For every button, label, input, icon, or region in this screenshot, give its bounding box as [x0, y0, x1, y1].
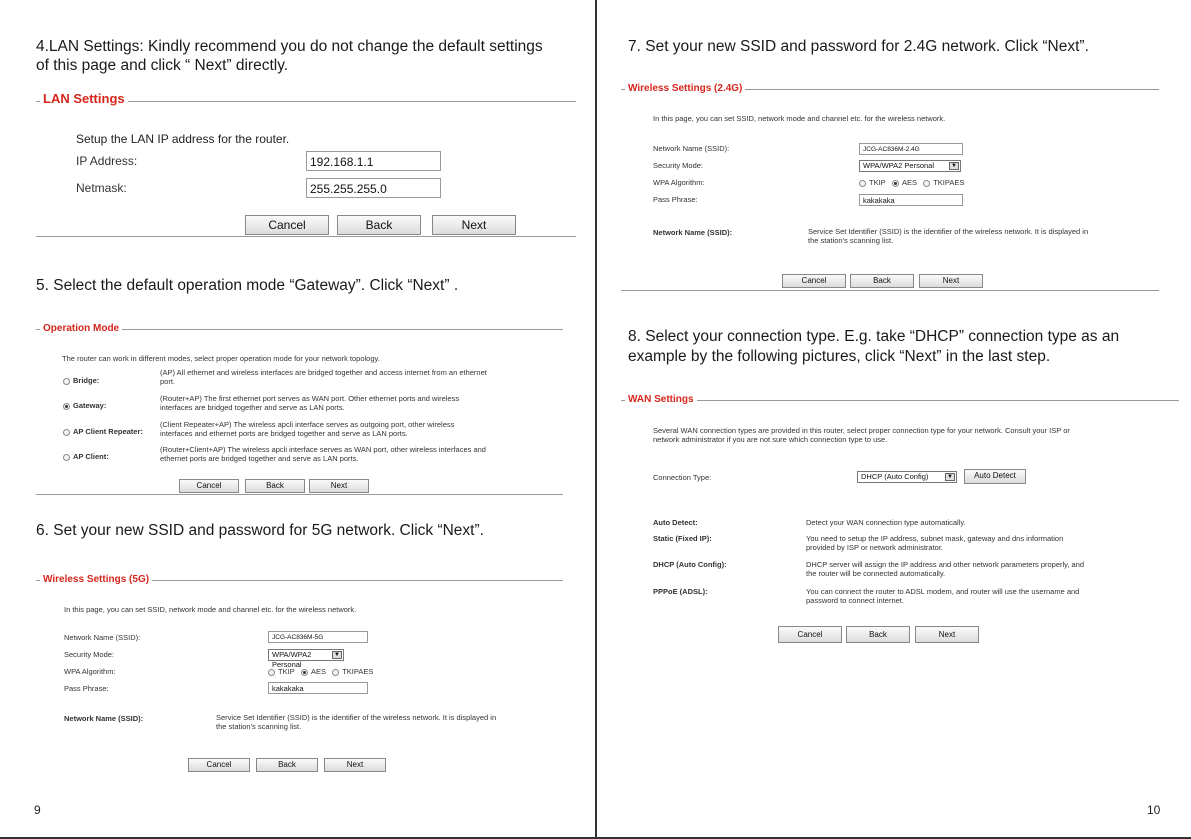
wan-intro: Several WAN connection types are provided in this router, select proper connection type for your network. Consult your ISP or network administrator if you are not sure which connection type to use. [653, 426, 1070, 444]
wifi24-ssid-input[interactable]: JCG-AC836M-2.4G [859, 143, 963, 155]
mode-bridge[interactable]: Bridge: [63, 376, 99, 385]
next-button[interactable]: Next [324, 758, 386, 772]
mode-ap-client[interactable]: AP Client: [63, 452, 109, 461]
opmode-intro: The router can work in different modes, select proper operation mode for your network topology. [62, 354, 380, 363]
wifi5-ssid-input[interactable]: JCG-AC836M-5G [268, 631, 368, 643]
mode-bridge-desc: (AP) All ethernet and wireless interfaces are bridged together and access internet from an ethernet port. [160, 368, 487, 386]
radio-gateway-icon[interactable] [63, 403, 70, 410]
wifi24-pass-label: Pass Phrase: [653, 195, 698, 204]
wireless-5g-legend: Wireless Settings (5G) [40, 573, 152, 587]
wifi5-pass-input[interactable]: kakakaka [268, 682, 368, 694]
cancel-button[interactable]: Cancel [188, 758, 250, 772]
step5: 5. Select the default operation mode “Gateway”. Click “Next” . [36, 277, 459, 294]
netmask-input[interactable]: 255.255.255.0 [306, 178, 441, 198]
cancel-button[interactable]: Cancel [778, 626, 842, 643]
lan-intro: Setup the LAN IP address for the router. [76, 132, 290, 146]
step8-line1: 8. Select your connection type. E.g. take “DHCP” connection type as an [628, 328, 1120, 345]
wifi24-security-label: Security Mode: [653, 161, 704, 170]
radio-tkip-icon[interactable] [268, 669, 275, 676]
radio-ap-client-icon[interactable] [63, 454, 70, 461]
radio-tkip-icon[interactable] [859, 180, 866, 187]
wireless-5g-panel [36, 574, 563, 776]
mode-gateway-desc: (Router+AP) The first ethernet port serves as WAN port. Other ethernet ports and wireless interfaces are bridged together and serve as LAN ports. [160, 394, 460, 412]
lan-settings-panel [36, 91, 576, 237]
radio-aes-icon[interactable] [892, 180, 899, 187]
wan-type-pppoe-desc: You can connect the router to ADSL modem, and router will use the username and password to connect internet. [806, 587, 1080, 605]
wireless-24g-legend: Wireless Settings (2.4G) [625, 82, 745, 96]
radio-tkipaes-icon[interactable] [923, 180, 930, 187]
auto-detect-button[interactable]: Auto Detect [964, 469, 1026, 484]
step6: 6. Set your new SSID and password for 5G network. Click “Next”. [36, 522, 484, 539]
step8-line2: example by the following pictures, click “Next” in the last step. [628, 348, 1051, 365]
operation-mode-panel [36, 323, 563, 495]
operation-mode-legend: Operation Mode [40, 322, 122, 336]
wifi5-help-label: Network Name (SSID): [64, 714, 144, 723]
wan-type-static-desc: You need to setup the IP address, subnet mask, gateway and dns information provided by ISP or network administrator. [806, 534, 1064, 552]
next-button[interactable]: Next [309, 479, 369, 493]
page-number-right: 10 [1147, 803, 1161, 817]
radio-bridge-icon[interactable] [63, 378, 70, 385]
ip-address-input[interactable]: 192.168.1.1 [306, 151, 441, 171]
step4-line1: 4.LAN Settings: Kindly recommend you do not change the default settings [36, 38, 543, 55]
page-number-left: 9 [34, 803, 41, 817]
wan-type-auto-detect-desc: Detect your WAN connection type automatically. [806, 518, 966, 527]
cancel-button[interactable]: Cancel [179, 479, 239, 493]
wan-type-auto-detect: Auto Detect: [653, 518, 698, 527]
radio-tkipaes-icon[interactable] [332, 669, 339, 676]
next-button[interactable]: Next [915, 626, 979, 643]
wifi5-ssid-label: Network Name (SSID): [64, 633, 141, 642]
wifi5-security-select[interactable]: WPA/WPA2 Personal ▼ [268, 649, 344, 661]
next-button[interactable]: Next [919, 274, 983, 288]
next-button[interactable]: Next [432, 215, 516, 235]
back-button[interactable]: Back [846, 626, 910, 643]
dropdown-arrow-icon[interactable]: ▼ [945, 473, 955, 481]
wan-type-dhcp-desc: DHCP server will assign the IP address and other network parameters properly, and the router will be connected automatically. [806, 560, 1085, 578]
mode-ap-client-repeater[interactable]: AP Client Repeater: [63, 427, 143, 436]
wireless-24g-panel [621, 83, 1159, 291]
page-right [597, 0, 1191, 839]
wifi24-intro: In this page, you can set SSID, network mode and channel etc. for the wireless network. [653, 114, 946, 123]
lan-settings-legend: LAN Settings [40, 92, 128, 106]
wifi24-help-label: Network Name (SSID): [653, 228, 733, 237]
wifi24-pass-input[interactable]: kakakaka [859, 194, 963, 206]
dropdown-arrow-icon[interactable]: ▼ [332, 651, 342, 659]
wifi5-help-text: Service Set Identifier (SSID) is the identifier of the wireless network. It is displayed in the station's scanning list. [216, 713, 497, 731]
cancel-button[interactable]: Cancel [782, 274, 846, 288]
dropdown-arrow-icon[interactable]: ▼ [949, 162, 959, 170]
back-button[interactable]: Back [850, 274, 914, 288]
wifi5-security-label: Security Mode: [64, 650, 115, 659]
wifi5-algo-label: WPA Algorithm: [64, 667, 116, 676]
step4-line2: of this page and click “ Next” directly. [36, 57, 289, 74]
wifi5-pass-label: Pass Phrase: [64, 684, 109, 693]
wifi24-security-select[interactable]: WPA/WPA2 Personal ▼ [859, 160, 961, 172]
netmask-label: Netmask: [76, 181, 127, 195]
wifi24-ssid-label: Network Name (SSID): [653, 144, 730, 153]
ip-address-label: IP Address: [76, 154, 138, 168]
connection-type-select[interactable]: DHCP (Auto Config) ▼ [857, 471, 957, 483]
radio-aes-icon[interactable] [301, 669, 308, 676]
wan-type-static: Static (Fixed IP): [653, 534, 712, 543]
wifi24-help-text: Service Set Identifier (SSID) is the identifier of the wireless network. It is displayed in the station's scanning list. [808, 227, 1089, 245]
back-button[interactable]: Back [256, 758, 318, 772]
mode-gateway[interactable]: Gateway: [63, 401, 106, 410]
wifi24-algo-label: WPA Algorithm: [653, 178, 705, 187]
wifi5-algo-options[interactable]: TKIP AES TKIPAES [268, 667, 373, 676]
back-button[interactable]: Back [245, 479, 305, 493]
mode-ap-client-desc: (Router+Client+AP) The wireless apcli interface serves as WAN port, other wireless interfaces and ethernet ports are bridged together and serve as LAN ports. [160, 445, 486, 463]
wan-settings-panel [621, 394, 1179, 646]
wifi5-intro: In this page, you can set SSID, network mode and channel etc. for the wireless network. [64, 605, 357, 614]
radio-repeater-icon[interactable] [63, 429, 70, 436]
step7: 7. Set your new SSID and password for 2.4G network. Click “Next”. [628, 38, 1089, 55]
cancel-button[interactable]: Cancel [245, 215, 329, 235]
back-button[interactable]: Back [337, 215, 421, 235]
mode-repeater-desc: (Client Repeater+AP) The wireless apcli interface serves as outgoing port, other wireless interfaces and ethernet ports are bridged together and serve as LAN ports. [160, 420, 455, 438]
wan-type-dhcp: DHCP (Auto Config): [653, 560, 727, 569]
wan-settings-legend: WAN Settings [625, 393, 697, 407]
wifi24-algo-options[interactable]: TKIP AES TKIPAES [859, 178, 964, 187]
connection-type-label: Connection Type: [653, 473, 712, 482]
wan-type-pppoe: PPPoE (ADSL): [653, 587, 708, 596]
